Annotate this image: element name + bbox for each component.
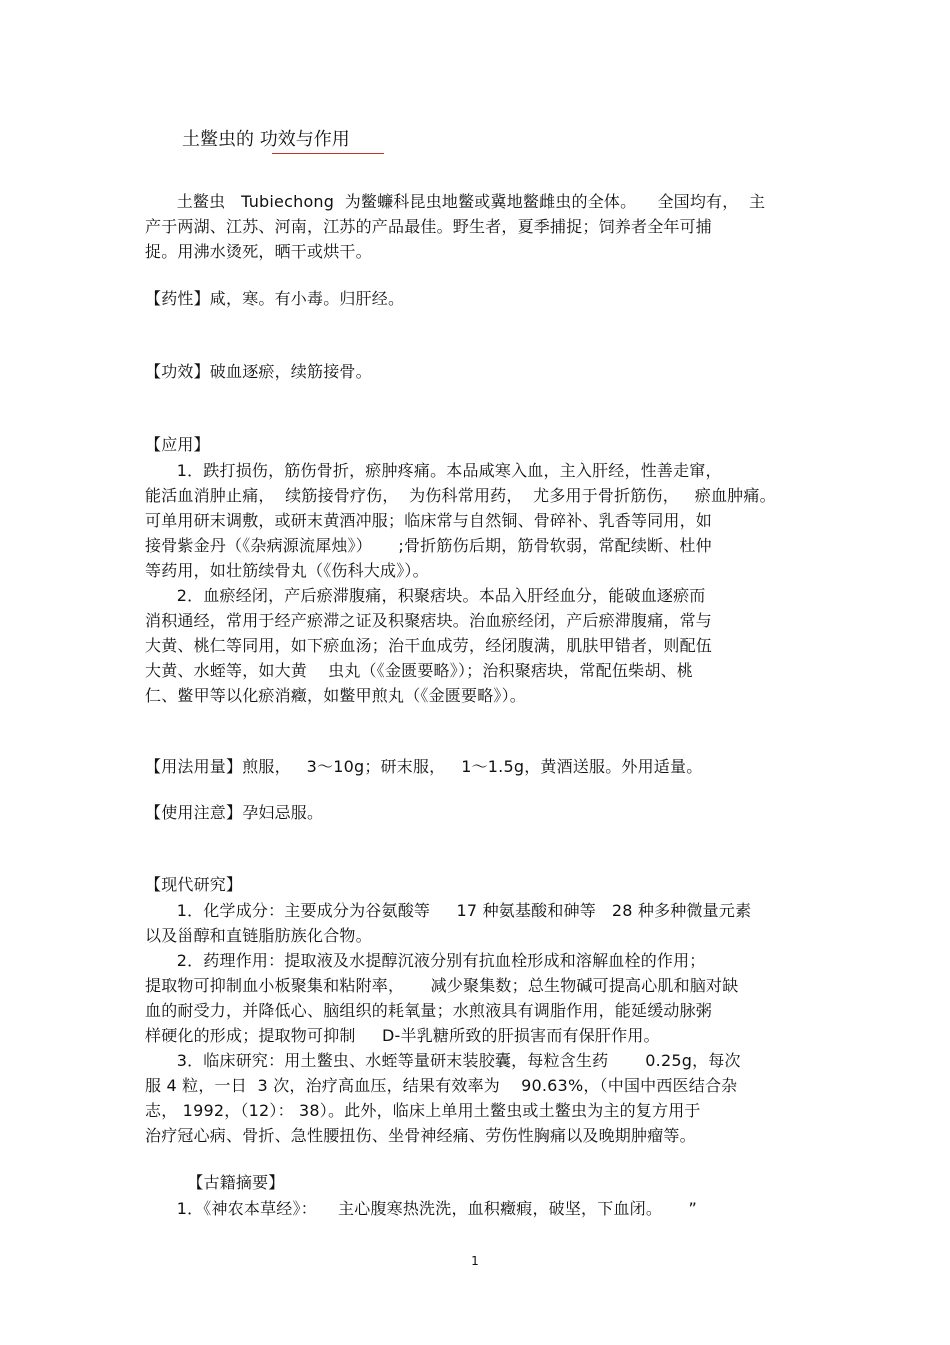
- section-heading-guji: 【古籍摘要】: [145, 1173, 285, 1192]
- guji-line: 1．《神农本草经》： 主心腹寒热洗洗，血积癥瘕，破坚，下血闭。 ”: [145, 1199, 697, 1218]
- intro-line: 产于两湖、江苏、河南，江苏的产品最佳。野生者，夏季捕捉；饲养者全年可捕: [145, 217, 713, 236]
- yingyong-line: 1．跌打损伤，筋伤骨折，瘀肿疼痛。本品咸寒入血，主入肝经，性善走窜，: [145, 461, 722, 480]
- xiandai-line: 3．临床研究：用土鳖虫、水蛭等量研末装胶囊，每粒含生药 0.25g，每次: [145, 1051, 741, 1070]
- intro-line: 捉。用沸水烫死，晒干或烘干。: [145, 242, 372, 261]
- section-heading-xiandai: 【现代研究】: [145, 875, 243, 894]
- xiandai-line: 样硬化的形成；提取物可抑制 D-半乳糖所致的肝损害而有保肝作用。: [145, 1026, 660, 1045]
- xiandai-line: 以及甾醇和直链脂肪族化合物。: [145, 926, 372, 945]
- yingyong-line: 大黄、桃仁等同用，如下瘀血汤；治干血成劳，经闭腹满，肌肤甲错者，则配伍: [145, 636, 713, 655]
- section-gongxiao: 【功效】破血逐瘀，续筋接骨。: [145, 362, 372, 381]
- xiandai-line: 提取物可抑制血小板聚集和粘附率， 减少聚集数；总生物碱可提高心肌和脑对缺: [145, 976, 739, 995]
- page-number: 1: [471, 1254, 479, 1268]
- yingyong-line: 等药用，如壮筋续骨丸（《伤科大成》）。: [145, 561, 429, 580]
- section-zhuyi: 【使用注意】孕妇忌服。: [145, 803, 324, 822]
- yingyong-line: 能活血消肿止痛， 续筋接骨疗伤， 为伤科常用药， 尤多用于骨折筋伤， 瘀血肿痛。: [145, 486, 776, 505]
- xiandai-line: 2．药理作用：提取液及水提醇沉液分别有抗血栓形成和溶解血栓的作用；: [145, 951, 706, 970]
- yingyong-line: 接骨紫金丹（《杂病源流犀烛》） ;骨折筋伤后期，筋骨软弱，常配续断、杜仲: [145, 536, 712, 555]
- yingyong-line: 大黄、水蛭等，如大黄 虫丸（《金匮要略》）；治积聚痞块，常配伍柴胡、桃: [145, 661, 693, 680]
- intro-line: 土鳖虫 Tubiechong 为鳖蠊科昆虫地鳖或冀地鳖雌虫的全体。 全国均有， 主: [145, 192, 766, 211]
- xiandai-line: 服 4 粒，一日 3 次，治疗高血压，结果有效率为 90.63%，（中国中西医结合杂: [145, 1076, 738, 1095]
- section-yaoxing: 【药性】咸，寒。有小毒。归肝经。: [145, 289, 405, 308]
- section-heading-yingyong: 【应用】: [145, 435, 210, 454]
- page-title: 土鳖虫的 功效与作用: [182, 129, 350, 150]
- yingyong-line: 2．血瘀经闭，产后瘀滞腹痛，积聚痞块。本品入肝经血分，能破血逐瘀而: [145, 586, 706, 605]
- title-underline: [272, 153, 384, 154]
- xiandai-line: 治疗冠心病、骨折、急性腰扭伤、坐骨神经痛、劳伤性胸痛以及晚期肿瘤等。: [145, 1126, 696, 1145]
- yingyong-line: 消积通经，常用于经产瘀滞之证及积聚痞块。治血瘀经闭，产后瘀滞腹痛，常与: [145, 611, 713, 630]
- yingyong-line: 可单用研末调敷，或研末黄酒冲服；临床常与自然铜、骨碎补、乳香等同用，如: [145, 511, 713, 530]
- yingyong-line: 仁、鳖甲等以化瘀消癥，如鳖甲煎丸（《金匮要略》）。: [145, 686, 527, 705]
- section-yongfa: 【用法用量】煎服， 3～10g；研末服， 1～1.5g，黄酒送服。外用适量。: [145, 757, 703, 776]
- xiandai-line: 血的耐受力，并降低心、脑组织的耗氧量；水煎液具有调脂作用，能延缓动脉粥: [145, 1001, 713, 1020]
- xiandai-line: 1．化学成分：主要成分为谷氨酸等 17 种氨基酸和砷等 28 种多种微量元素: [145, 901, 752, 920]
- xiandai-line: 志， 1992，（12）： 38）。此外，临床上单用土鳖虫或土鳖虫为主的复方用于: [145, 1101, 701, 1120]
